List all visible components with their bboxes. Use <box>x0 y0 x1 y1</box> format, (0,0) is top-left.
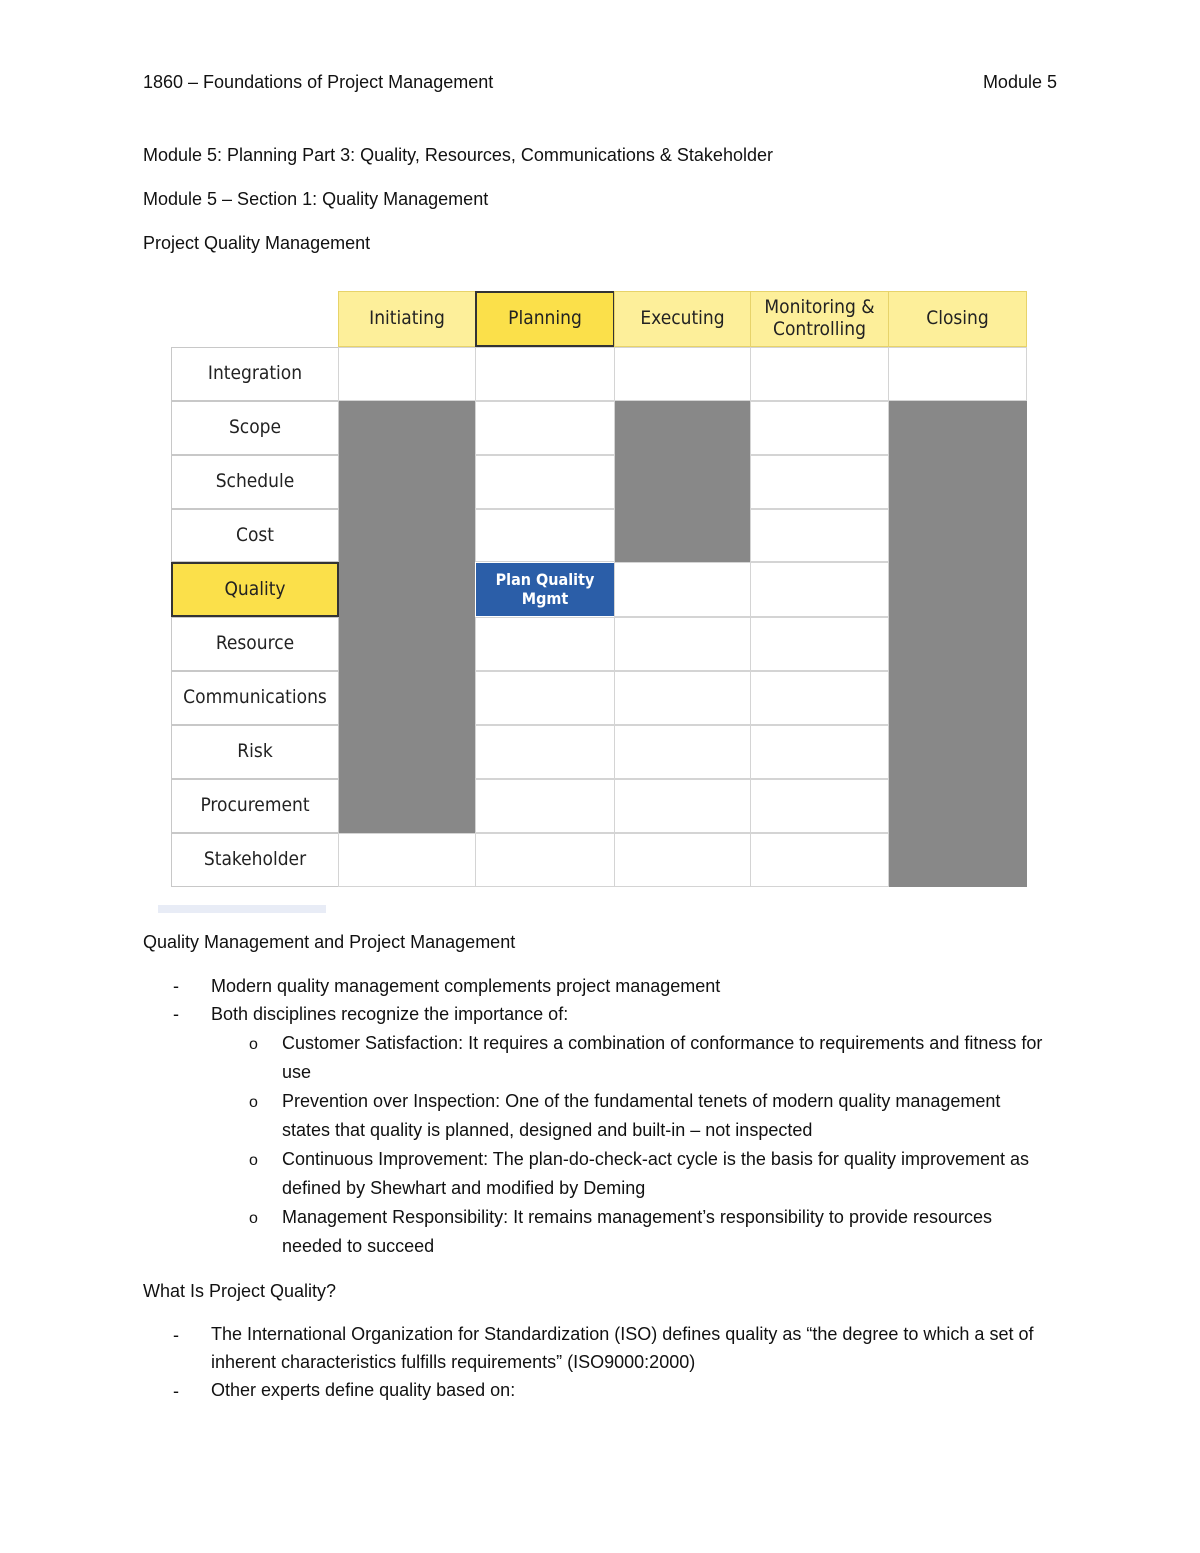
qm-sub-bullet-2: Prevention over Inspection: One of the fundamental tenets of modern quality management states that quality is planned, designed and built-in – not inspected <box>282 1091 1001 1140</box>
matrix-cell <box>475 833 615 887</box>
row-header-cost: Cost <box>171 509 339 562</box>
inactive-block-executing <box>615 401 750 562</box>
row-header-schedule: Schedule <box>171 455 339 509</box>
document-header-title: 1860 – Foundations of Project Management <box>143 72 494 92</box>
matrix-cell <box>750 779 889 833</box>
matrix-cell <box>614 833 751 887</box>
inactive-block-closing <box>889 401 1027 887</box>
dash-bullet: - <box>173 1325 179 1345</box>
matrix-cell <box>338 833 476 887</box>
matrix-cell <box>750 562 889 617</box>
qm-sub-bullet-1: Customer Satisfaction: It requires a combination of conformance to requirements and fitness for use <box>282 1033 1043 1082</box>
pq-bullet-2: Other experts define quality based on: <box>211 1380 516 1400</box>
matrix-cell <box>475 671 615 725</box>
pq-section-title: What Is Project Quality? <box>143 1281 337 1301</box>
qm-sub-bullet-3: Continuous Improvement: The plan-do-check-act cycle is the basis for quality improvement as defined by Shewhart and modified by Deming <box>282 1149 1030 1198</box>
faded-caption <box>158 905 326 913</box>
row-header-scope: Scope <box>171 401 339 455</box>
circle-bullet: o <box>249 1094 258 1111</box>
matrix-cell <box>750 725 889 779</box>
qm-sub-bullet-4: Management Responsibility: It remains management’s responsibility to provide resources needed to succeed <box>282 1207 993 1256</box>
column-header-initiating: Initiating <box>338 291 476 347</box>
module-title: Module 5: Planning Part 3: Quality, Resources, Communications & Stakeholder <box>143 145 773 165</box>
matrix-cell <box>338 347 476 401</box>
matrix-cell <box>475 455 615 509</box>
column-header-executing: Executing <box>614 291 751 347</box>
matrix-cell <box>475 347 615 401</box>
matrix-cell <box>750 509 889 562</box>
matrix-cell <box>750 671 889 725</box>
matrix-cell <box>750 347 889 401</box>
circle-bullet: o <box>249 1210 258 1227</box>
matrix-cell <box>750 401 889 455</box>
qm-section-title: Quality Management and Project Management <box>143 932 516 952</box>
matrix-cell <box>475 779 615 833</box>
column-header-closing: Closing <box>888 291 1027 347</box>
row-header-risk: Risk <box>171 725 339 779</box>
document-header-module: Module 5 <box>982 72 1057 92</box>
qm-bullet-1: Modern quality management complements project management <box>211 976 721 996</box>
circle-bullet: o <box>249 1152 258 1169</box>
process-matrix <box>171 291 1027 887</box>
row-header-quality: Quality <box>171 562 339 617</box>
dash-bullet: - <box>173 1381 179 1401</box>
matrix-cell <box>750 833 889 887</box>
column-header-planning: Planning <box>475 291 615 347</box>
matrix-cell <box>750 455 889 509</box>
matrix-cell <box>614 725 751 779</box>
matrix-cell <box>475 725 615 779</box>
matrix-cell <box>614 671 751 725</box>
dash-bullet: - <box>173 976 179 996</box>
pq-bullet-1: The International Organization for Standardization (ISO) defines quality as “the degree to which a set of inherent characteristics fulfills requirements” (ISO9000:2000) <box>211 1324 1034 1372</box>
column-header-monitoring-controlling: Monitoring & Controlling <box>750 291 889 347</box>
dash-bullet: - <box>173 1004 179 1024</box>
row-header-resource: Resource <box>171 617 339 671</box>
row-header-integration: Integration <box>171 347 339 401</box>
row-header-procurement: Procurement <box>171 779 339 833</box>
matrix-cell <box>750 617 889 671</box>
subsection-title: Project Quality Management <box>143 233 371 253</box>
matrix-cell <box>614 617 751 671</box>
matrix-cell <box>888 347 1027 401</box>
plan-quality-mgmt-process: Plan Quality Mgmt <box>476 563 614 616</box>
matrix-cell <box>614 779 751 833</box>
qm-bullet-2: Both disciplines recognize the importance of: <box>211 1004 569 1024</box>
matrix-cell <box>475 617 615 671</box>
row-header-communications: Communications <box>171 671 339 725</box>
row-header-stakeholder: Stakeholder <box>171 833 339 887</box>
section-title: Module 5 – Section 1: Quality Management <box>143 189 489 209</box>
matrix-cell <box>475 509 615 562</box>
matrix-cell <box>475 401 615 455</box>
circle-bullet: o <box>249 1036 258 1053</box>
matrix-cell <box>614 562 751 617</box>
inactive-block-initiating <box>339 401 475 833</box>
matrix-cell <box>614 347 751 401</box>
